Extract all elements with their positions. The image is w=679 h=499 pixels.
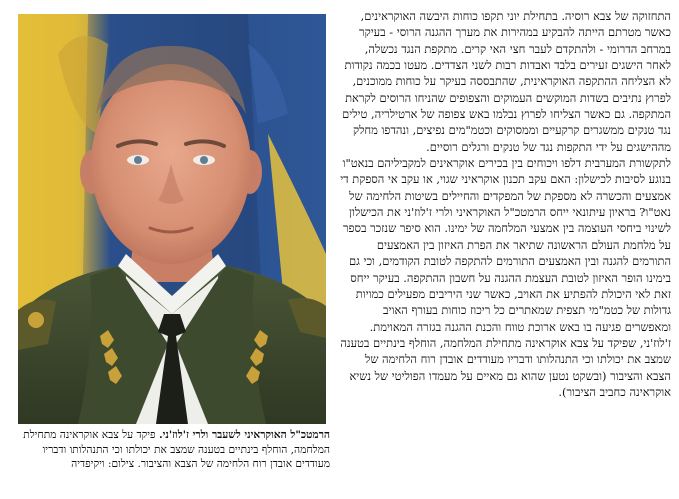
caption-headline: הרמטכ"ל האוקראיני לשעבר ולרי ז'לוז'ני. [158,429,330,441]
caption-text: פיקד על צבא אוקראינה מתחילת המלחמה, הוחלף בינתיים בטענה שמצב את יכולתו וכי התנהלותו ודבריו מעודדים אובדן רוח הלחימה של הצבא והציבור. צילום: ויקיפדיה [23,429,330,471]
article-paragraph: התחזוקה של צבא רוסיה. בתחילת יוני תקפו כוחות היבשה האוקראינים, כאשר מטרתם הייתה להבקיע במהירות את מערך ההגנה הרוסי - בעיקר במרחב הדרומי - ולהתקדם לעבר חצי האי קרים. מתקפת הנגד נכשלה, לאחר הישגים זעירים בלבד ואבדות רבות לשני הצדדים. מעטו בכמה נקודות לא הצליחה ההתקפה האוקראינית, שהתבססה בעיקר על כוחות ממוכנים, לפרוץ נתיבים בשדות המוקשים העמוקים והצפופים שהניחו הרוסים לקראת המתקפה. גם כאשר הצליחו לפרוץ נבלמו באש צפופה של ארטילריה, טילים נגד טנקים ממשגרים קרקעיים וממסוקים וכטמ"מים נפיצים, ונהדפו מחלק מההישגים על ידי התקפות נגד של טנקים ורגלים רוסיים. [342,9,671,154]
officer-portrait-photo [18,14,326,424]
article-column [338,8,671,400]
article-paragraph: לתקשורת המערבית דלפו ויכוחים בין בכירים אוקראינים למקביליהם בנאט"ו בנוגע לסיבות לכישלון: האם עקב תכנון אוקראיני שגוי, או עקב אי הספקת די אמצעים והכשרה לא מספקת של המפקדים והחיילים בשיטות הלחימה של נאט"ו? בראיון עיתונאי ייחס הרמטכ"ל האוקראיני ולרי ז'לוז'ני את הכישלון לשינוי ביחסי העוצמה בין אמצעי המלחמה של ימינו. הוא סיפר שנזכר בספר על מלחמת העולם הראשונה שתיאר את הפרת האיזון בין האמצעים התורמים להגנה ובין האמצעים התורמים להתקפה לטובת הקודמים, וכי גם בימינו הופר האיזון לטובת העצמת ההגנה על חשבון ההתקפה. בעיקר ייחס זאת לאי היכולת להפתיע את האויב, כאשר שני היריבים מפעילים כמויות גדולות של כטמ"מי תצפית שמאתרים כל ריכוז כוחות בעורף האויב ומאפשרים פגיעה בו באש ארוכת טווח והכנת ההגנה בגזרה המאוימת. ז'לוז'ני, שפיקד על צבא אוקראינה מתחילת המלחמה, הוחלף בינתיים בטענה שמצב את יכולתו וכי התנהלותו ודבריו מעודדים אובדן רוח הלחימה של הצבא והציבור (ובשקט נטען שהוא גם מאיים על מעמדו הפוליטי של נשיא אוקראינה כחביב הציבור). [340,156,671,399]
photo-caption [14,428,330,472]
